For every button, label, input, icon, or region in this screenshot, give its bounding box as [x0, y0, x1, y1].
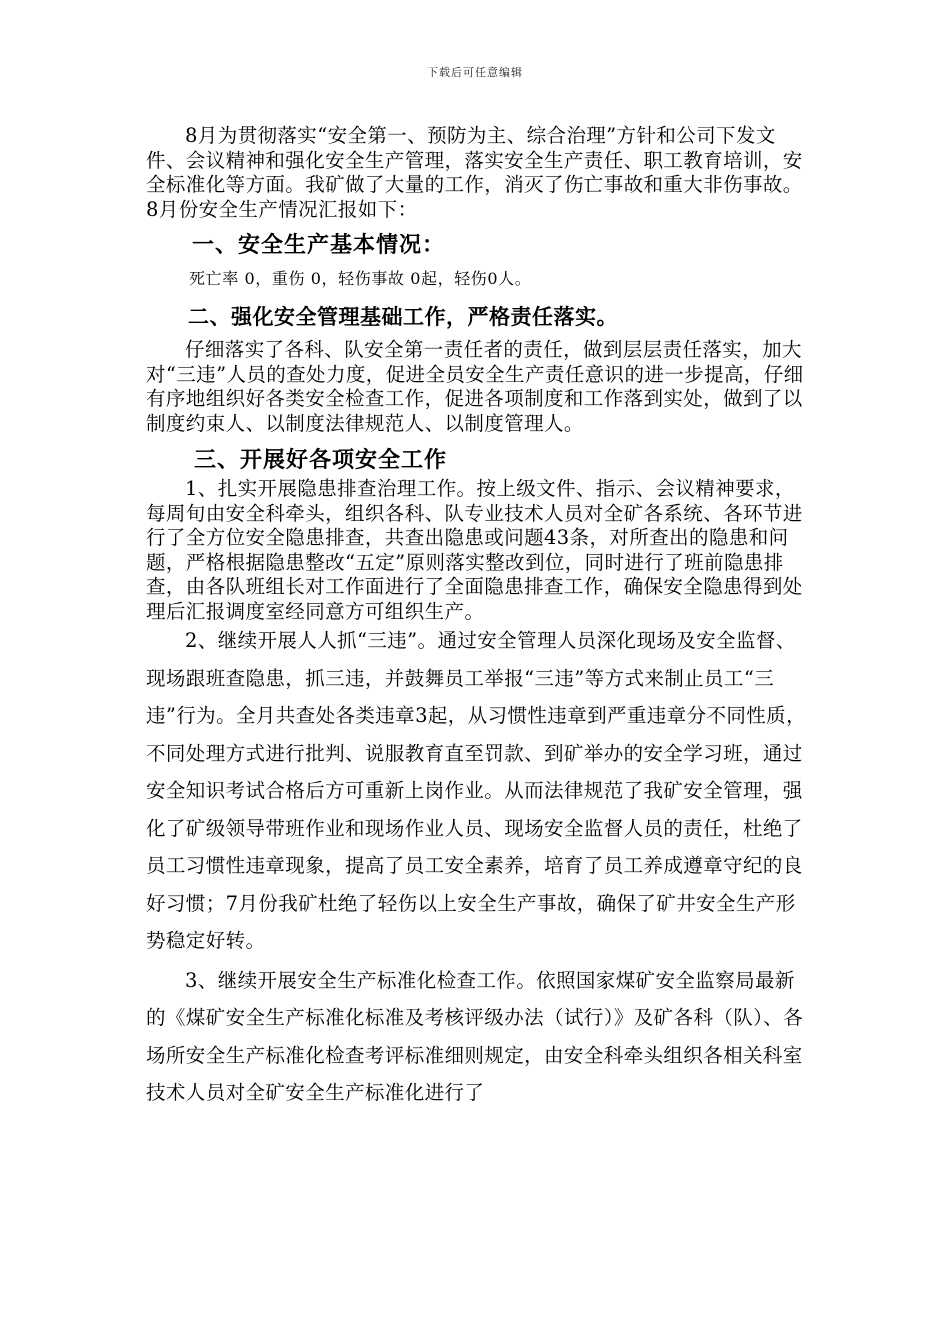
- section-2-heading: 二、强化安全管理基础工作，严格责任落实。: [188, 304, 618, 329]
- item-1-paragraph: 1、扎实开展隐患排查治理工作。按上级文件、指示、会议精神要求，每周旬由安全科牵头，组织各科、队专业技术人员对全矿各系统、各环节进行了全方位安全隐患排查，共查出隐患或问题43条，对所查出的隐患和问题，严格根据隐患整改“五定”原则落实整改到位，同时进行了班前隐患排查，由各队班组长对工作面进行了全面隐患排查工作，确保安全隐患得到处理后汇报调度室经同意方可组织生产。: [146, 477, 803, 623]
- download-note: 下载后可任意编辑: [427, 66, 523, 79]
- document-body: [146, 124, 810, 1112]
- item-3-paragraph: 3、继续开展安全生产标准化检查工作。依照国家煤矿安全监察局最新的《煤矿安全生产标准化标准及考核评级办法（试行）》及矿各科（队）、各场所安全生产标准化检查考评标准细则规定，由安全科牵头组织各相关科室技术人员对全矿安全生产标准化进行了: [146, 968, 804, 1104]
- section-2-paragraph: 仔细落实了各科、队安全第一责任者的责任，做到层层责任落实，加大对“三违”人员的查处力度，促进全员安全生产责任意识的进一步提高，仔细有序地组织好各类安全检查工作，促进各项制度和工作落到实处，做到了以制度约束人、以制度法律规范人、以制度管理人。: [146, 338, 804, 435]
- intro-paragraph: 8月为贯彻落实“安全第一、预防为主、综合治理”方针和公司下发文件、会议精神和强化安全生产管理，落实安全生产责任、职工教育培训，安全标准化等方面。我矿做了大量的工作，消灭了伤亡事故和重大非伤事故。8月份安全生产情况汇报如下：: [146, 124, 803, 221]
- section-1-stats: 死亡率 0，重伤 0，轻伤事故 0起，轻伤0人。: [189, 269, 532, 288]
- item-2-paragraph: 2、继续开展人人抓“三违”。通过安全管理人员深化现场及安全监督、现场跟班查隐患，抓三违，并鼓舞员工举报“三违”等方式来制止员工“三违”行为。全月共查处各类违章3起，从习惯性违章到严重违章分不同性质，不同处理方式进行批判、说服教育直至罚款、到矿举办的安全学习班，通过安全知识考试合格后方可重新上岗作业。从而法律规范了我矿安全管理，强化了矿级领导带班作业和现场作业人员、现场安全监督人员的责任，杜绝了员工习惯性违章现象，提高了员工安全素养，培育了员工养成遵章守纪的良好习惯；7月份我矿杜绝了轻伤以上安全生产事故，确保了矿井安全生产形势稳定好转。: [146, 629, 806, 952]
- section-3-heading: 三、开展好各项安全工作: [194, 447, 448, 473]
- section-1-heading: 一、安全生产基本情况：: [192, 232, 446, 258]
